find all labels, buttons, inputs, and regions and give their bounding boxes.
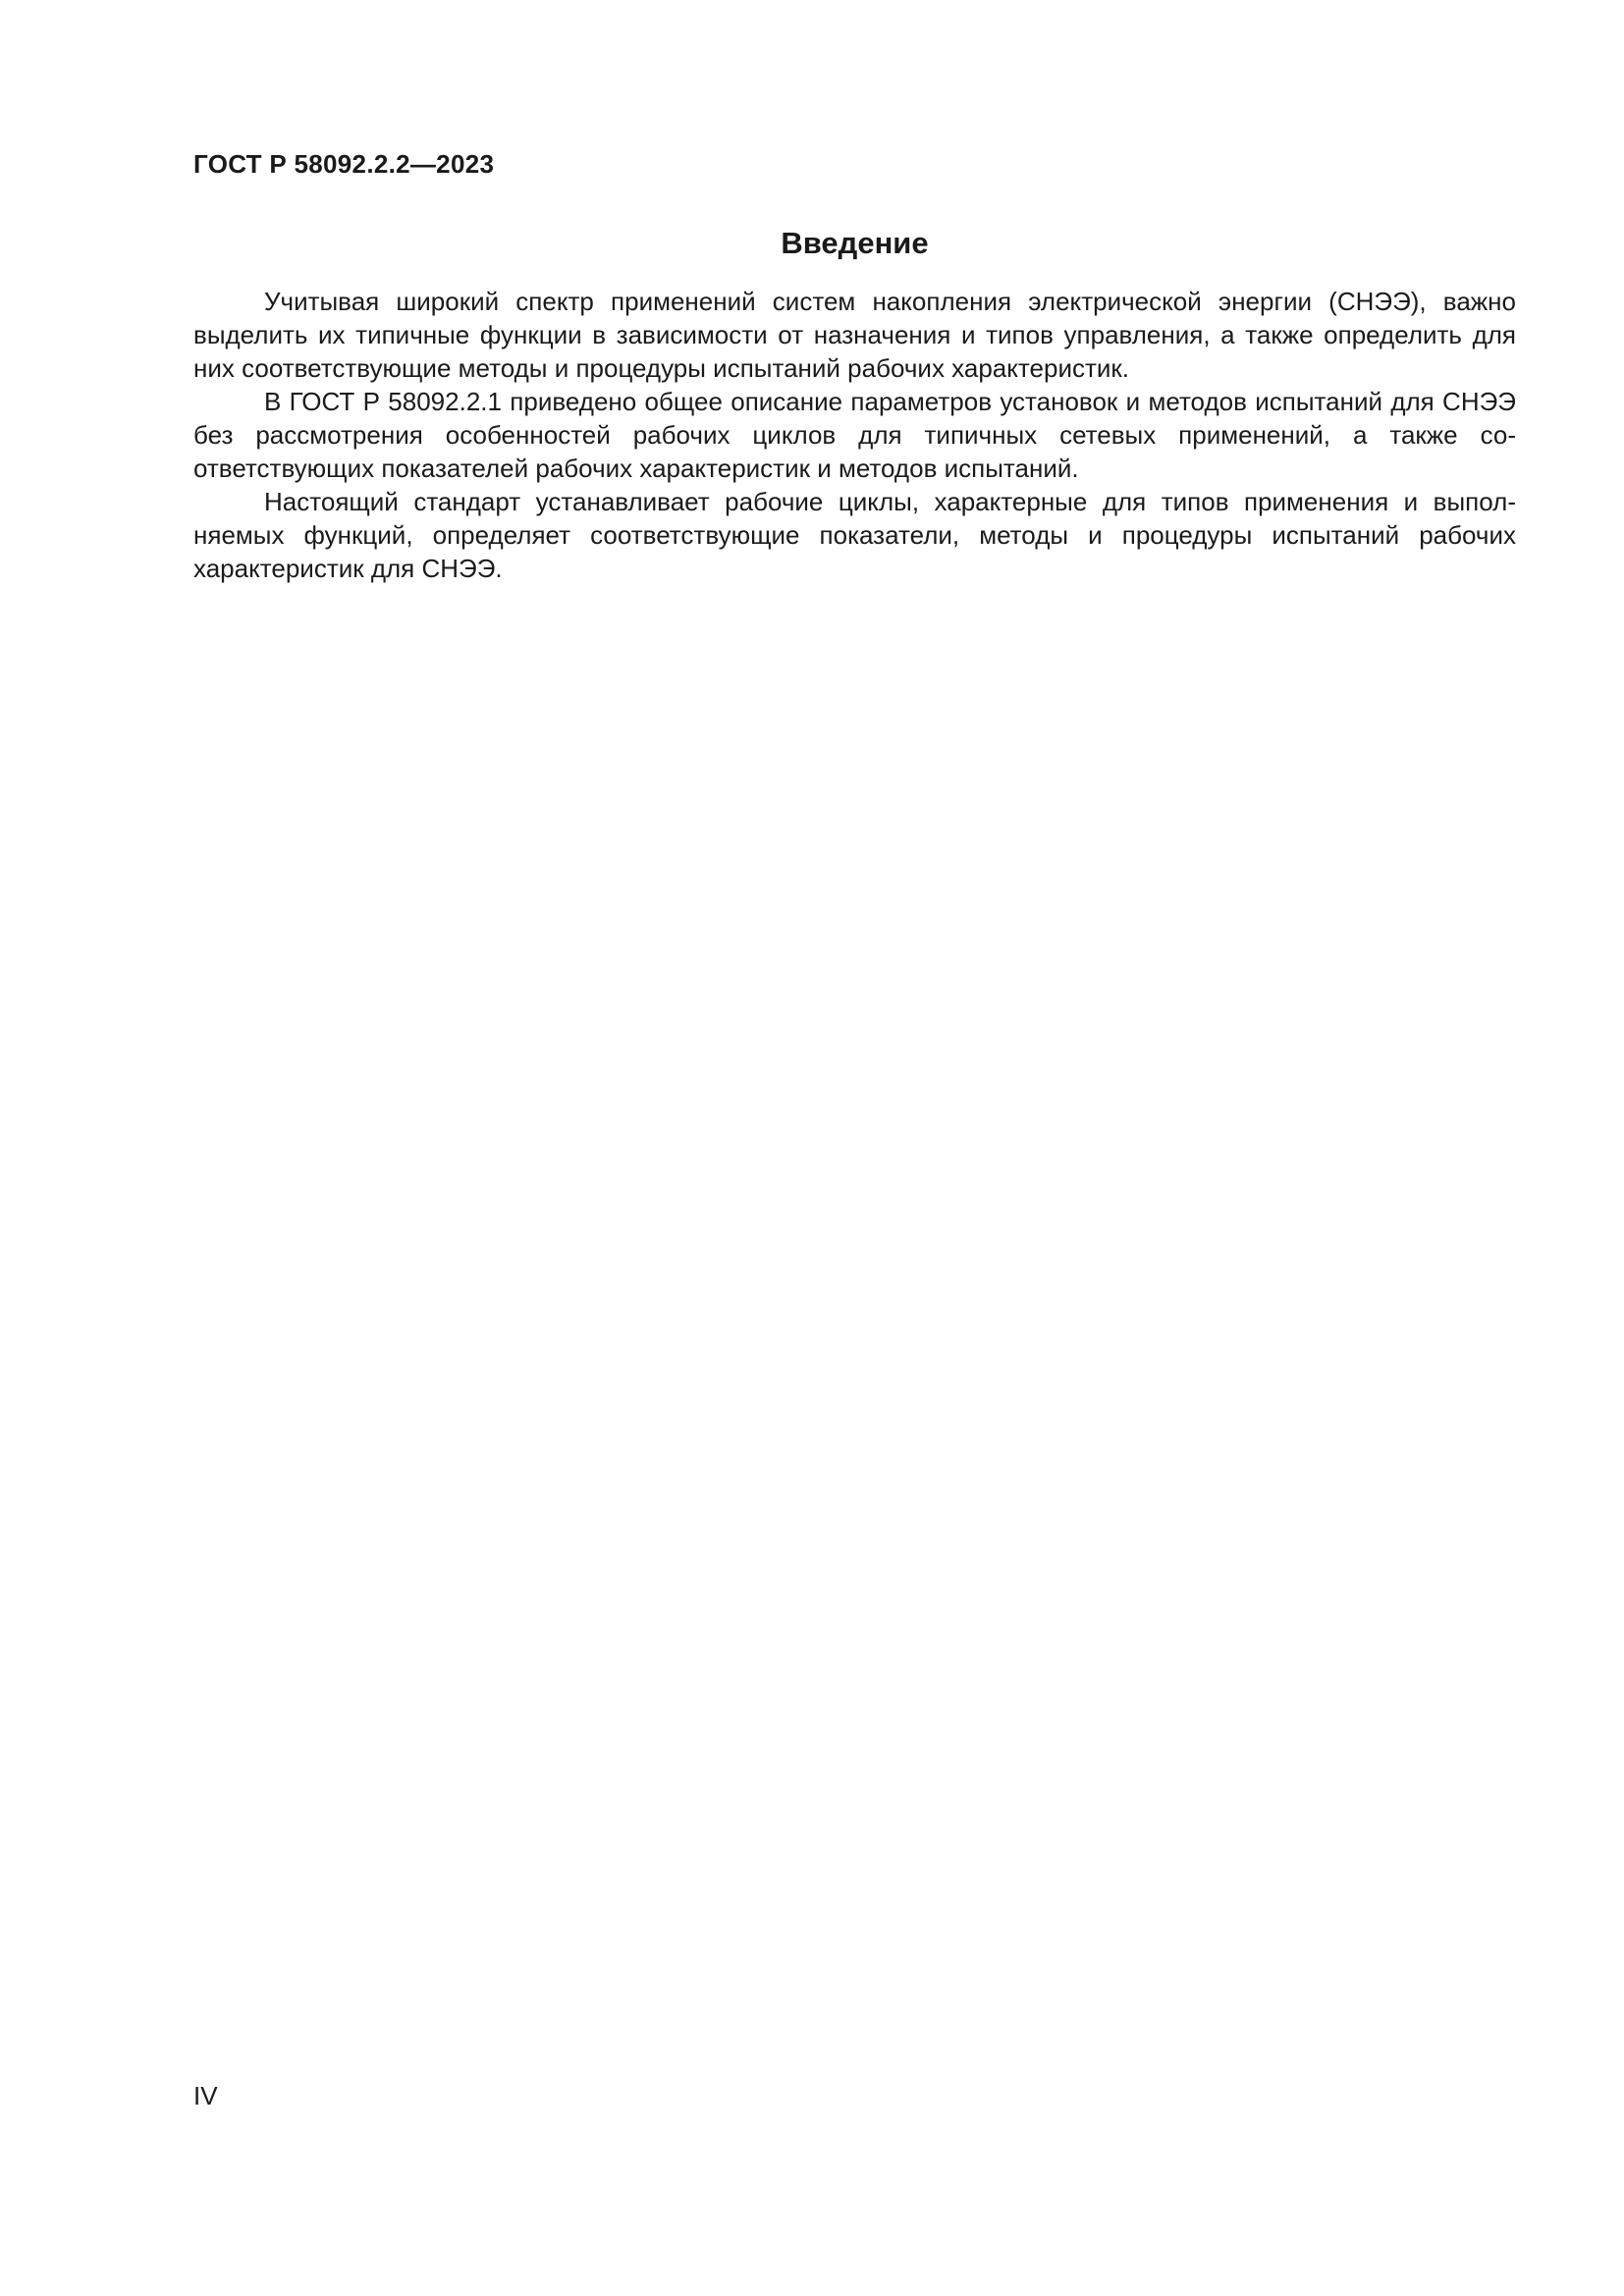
paragraph: Настоящий стандарт устанавливает рабочие циклы, характерные для типов применения и выполняемых функций, определяет соответствующие показатели, методы и процедуры испытаний рабочих характеристик для СНЭЭ. <box>193 487 1516 583</box>
document-code-header: ГОСТ Р 58092.2.2—2023 <box>193 149 495 179</box>
section-title: Введение <box>781 226 929 260</box>
paragraph: В ГОСТ Р 58092.2.1 приведено общее описание параметров установок и методов испытаний для СНЭЭ без рассмотрения особенностей рабочих циклов для типичных сетевых применений, а также соответствующих показателей рабочих характеристик и методов испытаний. <box>193 387 1516 483</box>
paragraph: Учитывая широкий спектр применений систем накопления электрической энергии (СНЭЭ), важно выделить их типичные функции в зависимости от назначения и типов управления, а также определить для них соответствующие методы и процедуры испытаний рабочих характеристик. <box>193 287 1516 383</box>
page-number: IV <box>193 2081 218 2110</box>
section-body <box>193 285 1516 585</box>
